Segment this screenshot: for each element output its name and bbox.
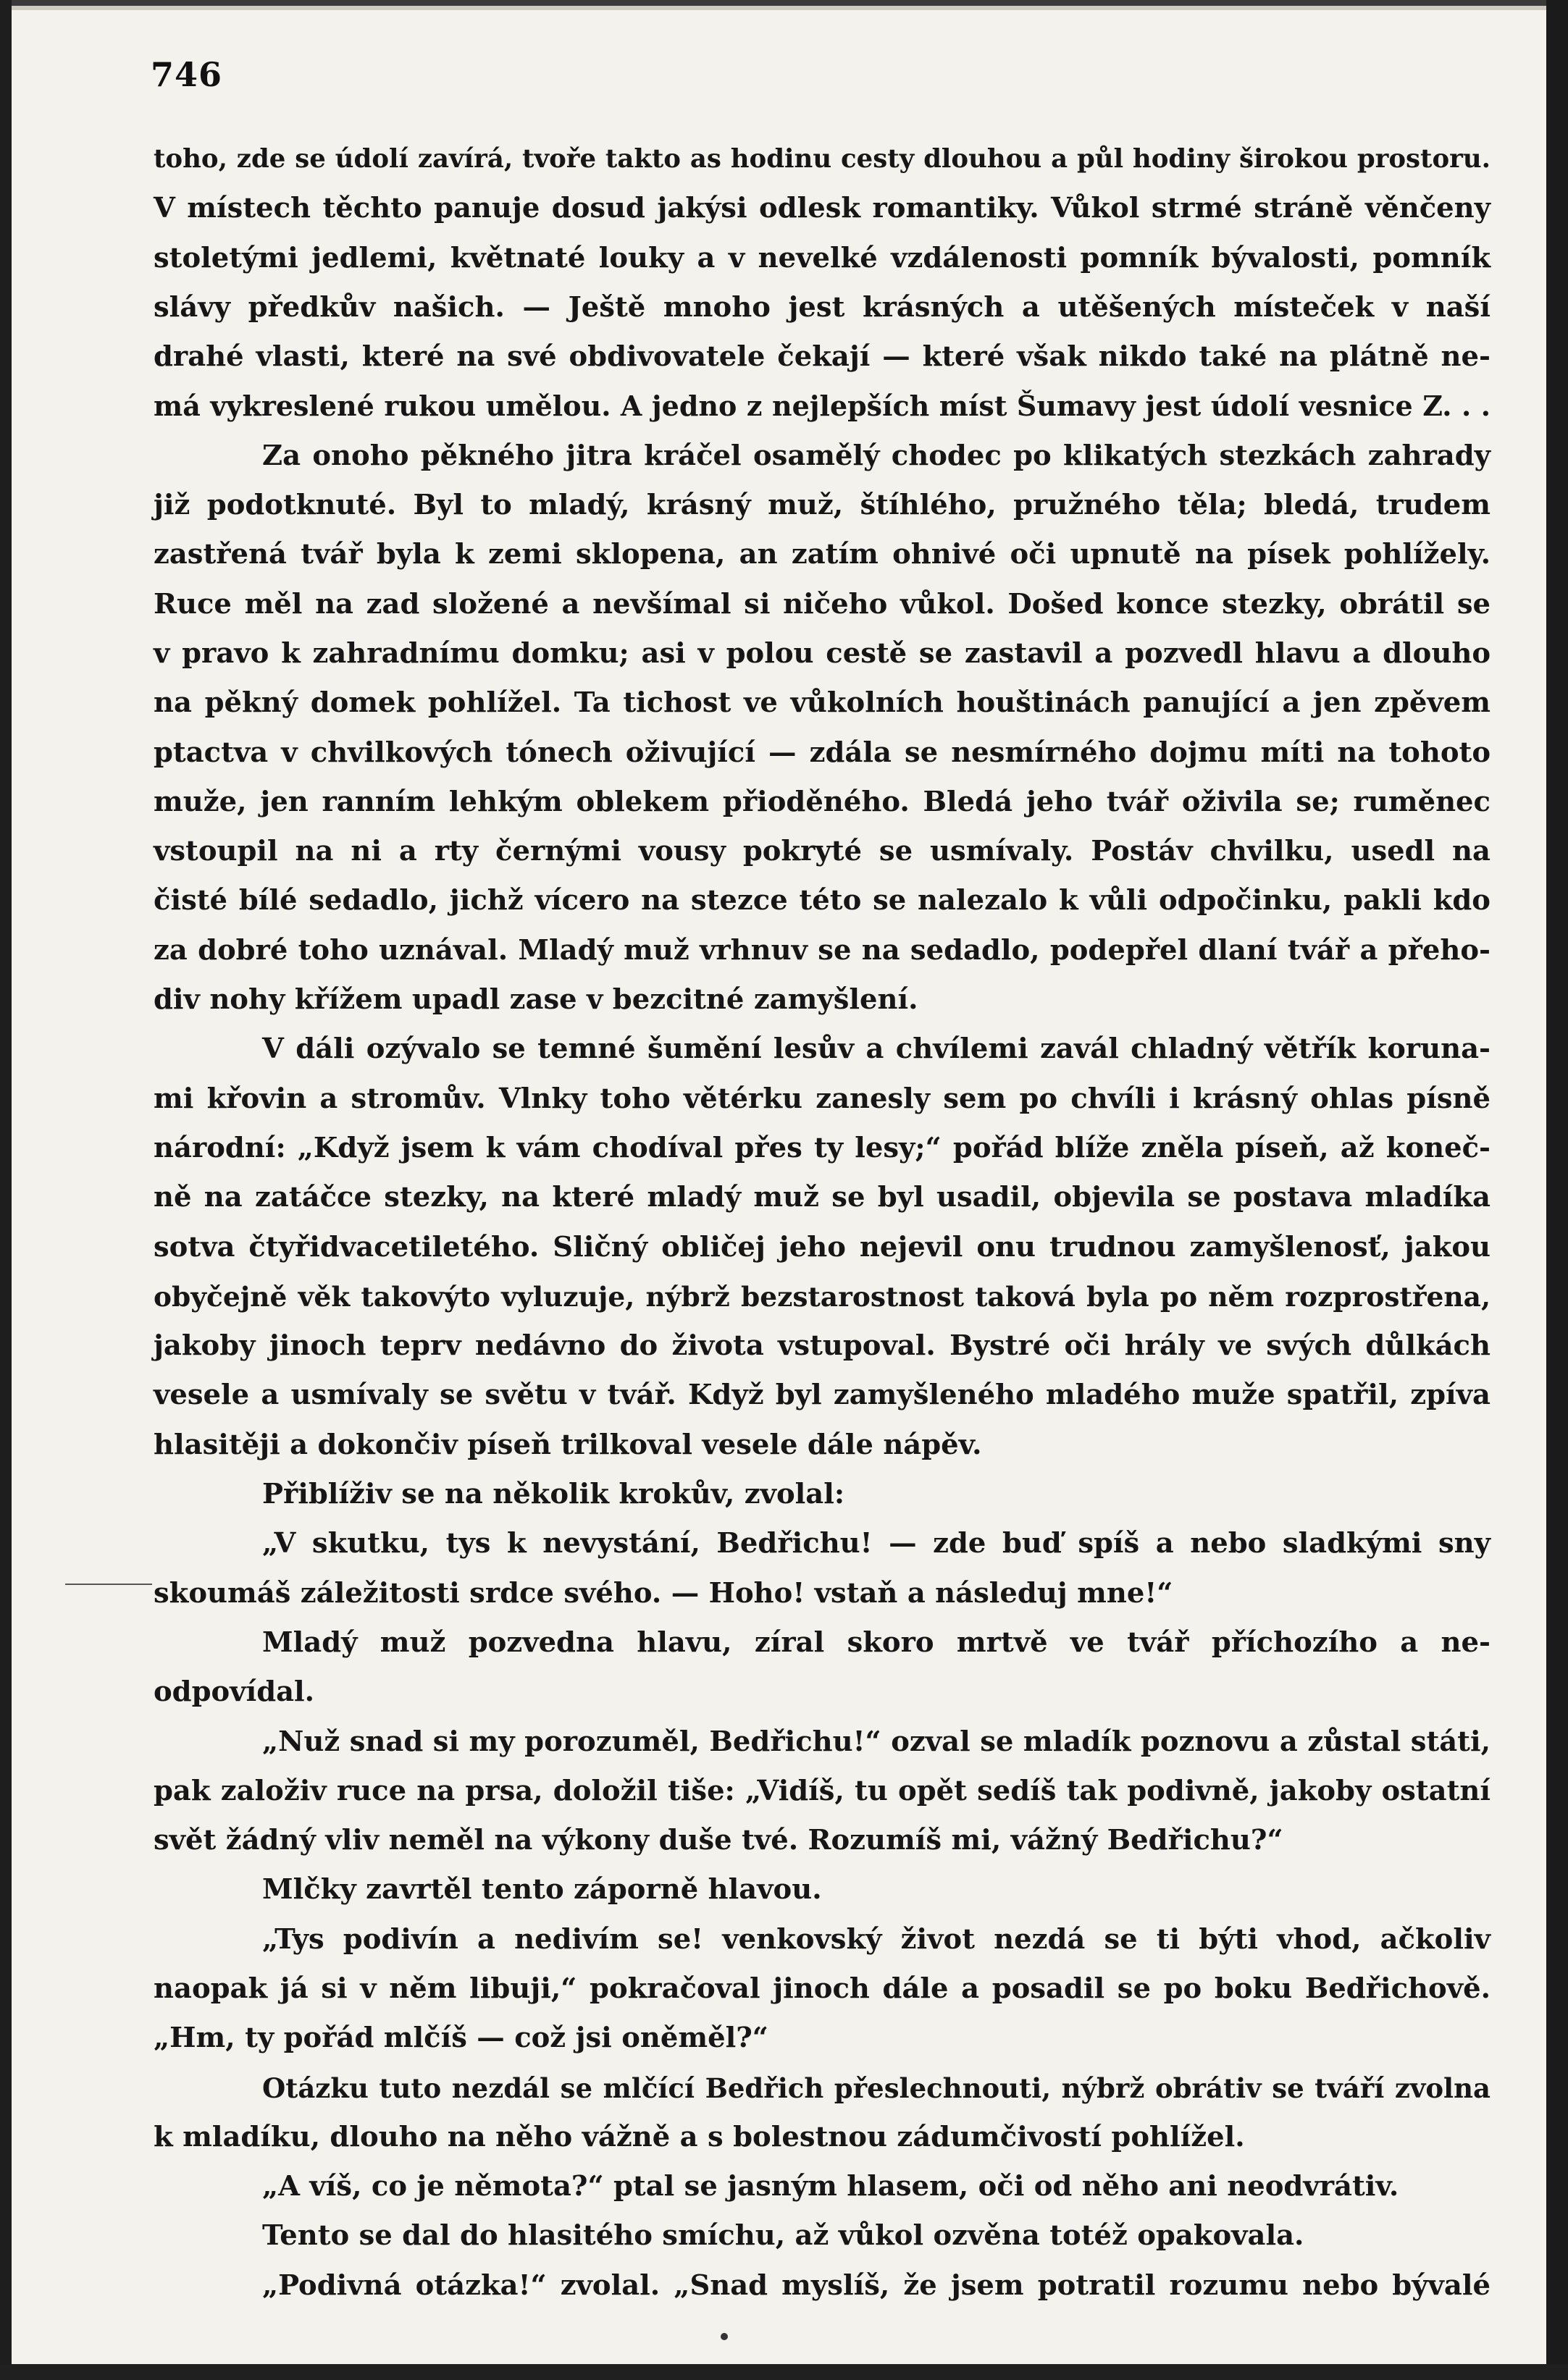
text-line: drahé vlasti, které na své obdivovatele čekají — které však nikdo také na plátně ne- <box>154 340 1491 374</box>
text-line: Za onoho pěkného jitra kráčel osamělý chodec po klikatých stezkách zahrady <box>262 439 1491 472</box>
text-line: Ruce měl na zad složené a nevšímal si ničeho vůkol. Došed konce stezky, obrátil se <box>154 587 1491 621</box>
scan-left-edge <box>0 0 12 2380</box>
text-line: odpovídal. <box>154 1675 315 1709</box>
text-line: má vykreslené rukou umělou. A jedno z nejlepších míst Šumavy jest údolí vesnice Z. . . <box>154 390 1491 423</box>
text-line: pak založiv ruce na prsa, doložil tiše: „Vidíš, tu opět sedíš tak podivně, jakoby ostatní <box>154 1774 1491 1807</box>
text-line: „Nuž snad si my porozuměl, Bedřichu!“ ozval se mladík poznovu a zůstal státi, <box>262 1725 1491 1758</box>
text-line: zastřená tvář byla k zemi sklopena, an zatím ohnivé oči upnutě na písek pohlížely. <box>154 538 1491 571</box>
scan-bottom-edge <box>0 2364 1568 2380</box>
text-line: v pravo k zahradnímu domku; asi v polou cestě se zastavil a pozvedl hlavu a dlouho <box>154 636 1491 670</box>
text-line: již podotknuté. Byl to mladý, krásný muž, štíhlého, pružného těla; bledá, trudem <box>154 489 1491 522</box>
text-line: jakoby jinoch teprv nedávno do života vstupoval. Bystré oči hrály ve svých důlkách <box>154 1329 1491 1363</box>
text-line: národní: „Když jsem k vám chodíval přes ty lesy;“ pořád blíže zněla píseň, až koneč- <box>154 1131 1491 1164</box>
page-text <box>154 135 1491 2310</box>
page-number: 746 <box>151 55 223 94</box>
text-line: „A víš, co je němota?“ ptal se jasným hlasem, oči od něho ani neodvrátiv. <box>262 2170 1399 2203</box>
footer-dot <box>721 2333 728 2340</box>
text-line: Mladý muž pozvedna hlavu, zíral skoro mrtvě ve tvář příchozího a ne- <box>262 1626 1491 1659</box>
text-line: Mlčky zavrtěl tento záporně hlavou. <box>262 1873 822 1906</box>
text-line: muže, jen ranním lehkým oblekem přioděného. Bledá jeho tvář oživila se; ruměnec <box>154 785 1491 818</box>
text-line: Otázku tuto nezdál se mlčící Bedřich přeslechnouti, nýbrž obrátiv se tváří zvolna <box>262 2072 1491 2104</box>
text-line: čisté bílé sedadlo, jichž vícero na stezce této se nalezalo k vůli odpočinku, pakli kdo <box>154 884 1491 917</box>
text-line: hlasitěji a dokončiv píseň trilkoval vesele dále nápěv. <box>154 1428 982 1461</box>
text-line: V místech těchto panuje dosud jakýsi odlesk romantiky. Vůkol strmé stráně věnčeny <box>154 192 1491 225</box>
margin-rule <box>65 1584 152 1585</box>
text-line: za dobré toho uznával. Mladý muž vrhnuv se na sedadlo, podepřel dlaní tvář a přeho- <box>154 933 1491 967</box>
text-line: obyčejně věk takovýto vyluzuje, nýbrž bezstarostnost taková byla po něm rozprostřena, <box>154 1280 1491 1313</box>
text-line: na pěkný domek pohlížel. Ta tichost ve vůkolních houštinách panující a jen zpěvem <box>154 686 1491 720</box>
text-line: naopak já si v něm libuji,“ pokračoval jinoch dále a posadil se po boku Bedřichově. <box>154 1972 1491 2005</box>
text-line: V dáli ozývalo se temné šumění lesův a chvílemi zavál chladný větřík koruna- <box>262 1033 1491 1066</box>
text-line: k mladíku, dlouho na něho vážně a s bolestnou zádumčivostí pohlížel. <box>154 2120 1245 2153</box>
text-line: mi křovin a stromův. Vlnky toho větérku zanesly sem po chvíli i krásný ohlas písně <box>154 1082 1491 1115</box>
scan-right-edge <box>1546 0 1568 2380</box>
text-line: Přiblíživ se na několik krokův, zvolal: <box>262 1478 845 1511</box>
text-line: vesele a usmívaly se světu v tvář. Když byl zamyšleného mladého muže spatřil, zpíva <box>154 1379 1491 1412</box>
text-line: vstoupil na ni a rty černými vousy pokryté se usmívaly. Postáv chvilku, usedl na <box>154 835 1491 868</box>
text-line: sotva čtyřidvacetiletého. Sličný obličej jeho nejevil onu trudnou zamyšlenosť, jakou <box>154 1230 1491 1263</box>
text-line: ptactva v chvilkových tónech oživující — zdála se nesmírného dojmu míti na tohoto <box>154 736 1491 769</box>
text-line: „Tys podivín a nedivím se! venkovský život nezdá se ti býti vhod, ačkoliv <box>262 1922 1491 1956</box>
text-line: „Podivná otázka!“ zvolal. „Snad myslíš, že jsem potratil rozumu nebo bývalé <box>262 2268 1491 2302</box>
text-line: stoletými jedlemi, květnaté louky a v nevelké vzdálenosti pomník bývalosti, pomník <box>154 241 1491 274</box>
text-line: Tento se dal do hlasitého smíchu, až vůkol ozvěna totéž opakovala. <box>262 2219 1304 2253</box>
text-line: slávy předkův našich. — Ještě mnoho jest krásných a utěšených místeček v naší <box>154 290 1491 324</box>
text-line: „V skutku, tys k nevystání, Bedřichu! — zde buď spíš a nebo sladkými sny <box>262 1527 1491 1560</box>
text-line: svět žádný vliv neměl na výkony duše tvé. Rozumíš mi, vážný Bedřichu?“ <box>154 1824 1283 1857</box>
text-line: skoumáš záležitosti srdce svého. — Hoho! vstaň a následuj mne!“ <box>154 1576 1173 1610</box>
text-line: „Hm, ty pořád mlčíš — což jsi oněměl?“ <box>154 2022 768 2055</box>
text-line: toho, zde se údolí zavírá, tvoře takto as hodinu cesty dlouhou a půl hodiny širokou prostoru. <box>154 144 1491 174</box>
text-line: ně na zatáčce stezky, na které mladý muž se byl usadil, objevila se postava mladíka <box>154 1181 1491 1214</box>
text-line: div nohy křížem upadl zase v bezcitné zamyšlení. <box>154 983 918 1017</box>
